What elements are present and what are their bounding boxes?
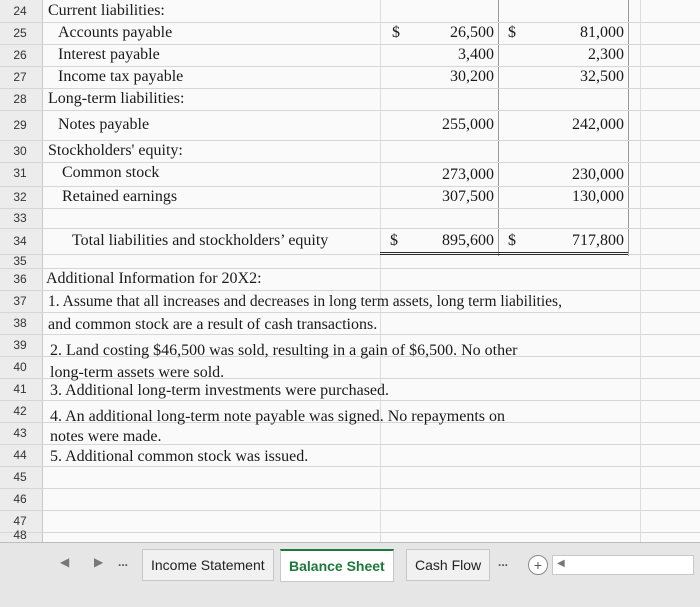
scroll-tabs-right-icon[interactable]: ▶ (94, 555, 104, 569)
row-number[interactable]: 24 (13, 4, 27, 18)
tab-balance-sheet[interactable]: Balance Sheet (280, 549, 394, 582)
table-row (0, 22, 700, 45)
current-year-value[interactable]: 3,400 (458, 46, 494, 63)
tab-cash-flow[interactable]: Cash Flow (406, 549, 490, 581)
table-row (0, 66, 700, 89)
scroll-left-icon[interactable]: ◀ (557, 558, 565, 569)
row-number[interactable]: 40 (13, 360, 27, 374)
table-row (0, 186, 700, 209)
table-row (0, 528, 700, 542)
prior-year-value[interactable]: 242,000 (572, 116, 624, 133)
current-year-value[interactable]: 26,500 (450, 24, 494, 41)
prior-year-value[interactable]: 230,000 (572, 166, 624, 183)
row-number[interactable]: 34 (13, 234, 27, 248)
row-number[interactable]: 44 (13, 448, 27, 462)
row-number[interactable]: 42 (13, 404, 27, 418)
more-tabs-left-icon[interactable]: ... (118, 555, 129, 569)
table-row (0, 140, 700, 163)
horizontal-scrollbar[interactable] (552, 555, 694, 575)
row-number[interactable]: 30 (13, 144, 27, 158)
table-row (0, 290, 700, 313)
row-number[interactable]: 48 (13, 528, 27, 542)
currency-symbol[interactable]: $ (508, 232, 516, 249)
row-number[interactable]: 25 (13, 26, 27, 40)
row-number[interactable]: 46 (13, 492, 27, 506)
more-tabs-right-icon[interactable]: ... (498, 555, 509, 569)
row-number[interactable]: 41 (13, 382, 27, 396)
row-label[interactable]: Retained earnings (62, 188, 178, 205)
current-year-value[interactable]: 273,000 (442, 166, 494, 183)
prior-year-value[interactable]: 81,000 (580, 24, 624, 41)
info-heading[interactable]: Additional Information for 20X2: (46, 270, 262, 287)
table-row (0, 162, 700, 187)
currency-symbol[interactable]: $ (390, 232, 398, 249)
row-number[interactable]: 26 (13, 48, 27, 62)
row-label[interactable]: Income tax payable (58, 68, 184, 85)
currency-symbol[interactable]: $ (392, 24, 400, 41)
info-text[interactable]: long-term assets were sold. (50, 364, 225, 381)
table-row (0, 356, 700, 379)
current-year-value[interactable]: 255,000 (442, 116, 494, 133)
row-number[interactable]: 39 (13, 338, 27, 352)
scroll-tabs-left-icon[interactable]: ◀ (60, 555, 70, 569)
prior-year-value[interactable]: 130,000 (572, 188, 624, 205)
row-number[interactable]: 47 (13, 514, 27, 528)
currency-symbol[interactable]: $ (508, 24, 516, 41)
row-number[interactable]: 36 (13, 272, 27, 286)
row-number[interactable]: 29 (13, 118, 27, 132)
table-row (0, 110, 700, 141)
row-number[interactable]: 35 (13, 254, 27, 268)
sheet-tab-bar (0, 542, 700, 607)
table-row (0, 510, 700, 533)
current-year-value[interactable]: 30,200 (450, 68, 494, 85)
row-label[interactable]: Interest payable (58, 46, 160, 63)
row-number[interactable]: 33 (13, 211, 27, 225)
info-text[interactable]: 5. Additional common stock was issued. (50, 448, 309, 465)
prior-year-value[interactable]: 32,500 (580, 68, 624, 85)
section-heading[interactable]: Long-term liabilities: (48, 90, 185, 107)
table-row (0, 254, 700, 269)
table-row (0, 88, 700, 111)
section-heading[interactable]: Stockholders' equity: (48, 142, 183, 159)
total-prior-year[interactable]: 717,800 (572, 232, 624, 249)
table-row (0, 378, 700, 401)
add-sheet-icon[interactable]: + (528, 555, 548, 575)
prior-year-value[interactable]: 2,300 (588, 46, 624, 63)
table-row (0, 268, 700, 291)
info-text[interactable]: 1. Assume that all increases and decreases in long term assets, long term liabilities, (48, 293, 562, 310)
table-row (0, 400, 700, 423)
table-row (0, 334, 700, 357)
info-text[interactable]: and common stock are a result of cash transactions. (48, 316, 378, 333)
info-text[interactable]: 2. Land costing $46,500 was sold, resulting in a gain of $6,500. No other (50, 342, 518, 359)
total-current-year[interactable]: 895,600 (442, 232, 494, 249)
row-number[interactable]: 45 (13, 470, 27, 484)
row-label[interactable]: Common stock (62, 164, 160, 181)
row-number[interactable]: 43 (13, 426, 27, 440)
row-number[interactable]: 38 (13, 316, 27, 330)
table-row (0, 488, 700, 511)
table-row (0, 422, 700, 445)
row-number[interactable]: 31 (13, 166, 27, 180)
table-row (0, 444, 700, 467)
info-text[interactable]: 3. Additional long-term investments were purchased. (50, 382, 390, 399)
row-number[interactable]: 28 (13, 92, 27, 106)
row-number[interactable]: 32 (13, 190, 27, 204)
double-underline (380, 226, 628, 255)
table-row (0, 44, 700, 67)
info-text[interactable]: notes were made. (50, 428, 162, 445)
row-label[interactable]: Accounts payable (58, 24, 173, 41)
info-text[interactable]: 4. An additional long-term note payable was signed. No repayments on (50, 408, 506, 425)
row-label[interactable]: Notes payable (58, 116, 150, 133)
row-number[interactable]: 37 (13, 294, 27, 308)
table-row (0, 466, 700, 489)
row-number[interactable]: 27 (13, 70, 27, 84)
current-year-value[interactable]: 307,500 (442, 188, 494, 205)
section-heading[interactable]: Current liabilities: (48, 2, 165, 19)
total-label[interactable]: Total liabilities and stockholders’ equity (72, 232, 329, 249)
tab-income-statement[interactable]: Income Statement (142, 549, 274, 581)
table-row (0, 312, 700, 335)
table-row (0, 0, 700, 23)
